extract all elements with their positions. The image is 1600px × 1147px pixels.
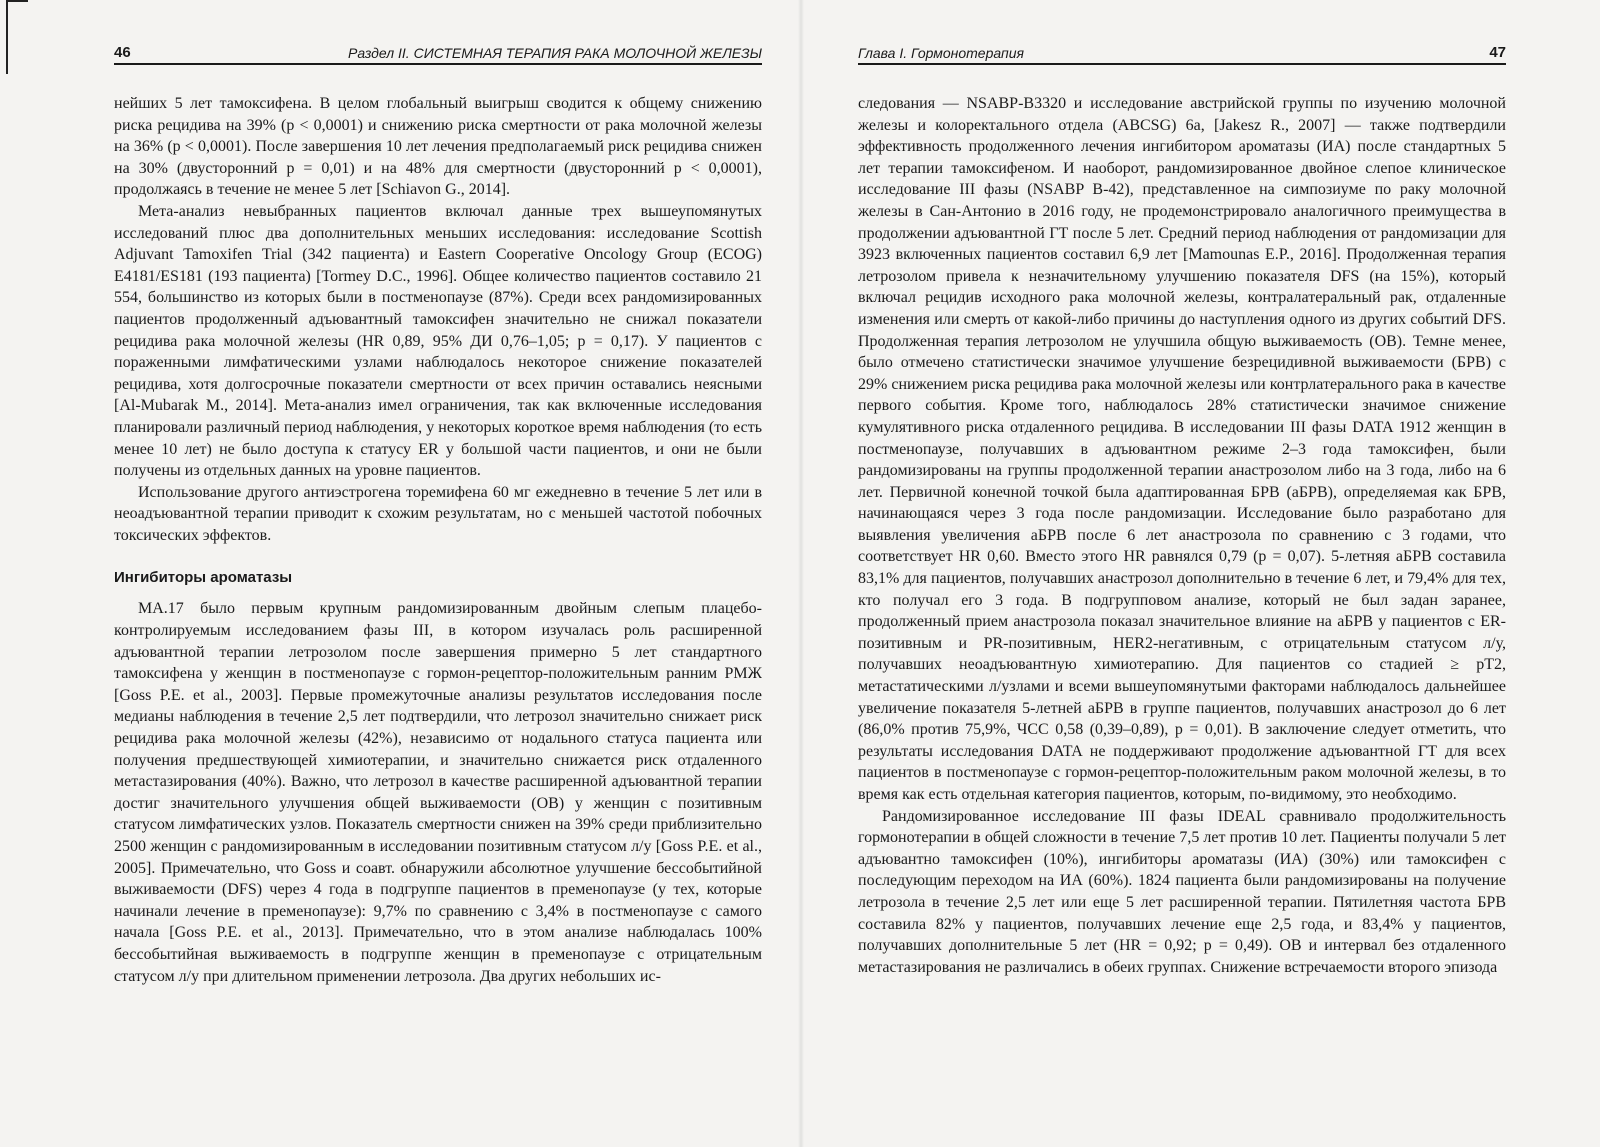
paragraph: нейших 5 лет тамоксифена. В целом глобальный выигрыш сводится к общему снижению риска рецидива на 39% (p < 0,0001) и снижению риска смертности от рака молочной железы на 36% (p < 0,0001). После завершения 10 лет лечения предполагаемый риск рецидива снижен на 30% (двусторонний p = 0,01) и на 48% для смертности (двусторонний p < 0,0001), продолжаясь в течение не менее 5 лет [Schiavon G., 2014]. — [114, 95, 762, 199]
left-page — [114, 44, 762, 1124]
left-running-head-title: Раздел II. СИСТЕМНАЯ ТЕРАПИЯ РАКА МОЛОЧНОЙ ЖЕЛЕЗЫ — [348, 45, 762, 61]
right-running-head-title: Глава I. Гормонотерапия — [858, 45, 1024, 61]
paragraph: следования — NSABP-B3320 и исследование австрийской группы по изучению молочной железы и колоректального отдела (ABCSG) 6a, [Jakesz R., 2007] — также подтвердили эффективность продолженного лечения ингибитором ароматазы (ИА) после стандартных 5 лет терапии тамоксифеном. И наоборот, рандомизированное двойное слепое клиническое исследование III фазы (NSABP B-42), представленное на симпозиуме по раку молочной железы в Сан-Антонио в 2016 году, не продемонстрировало аналогичного преимущества в продолжении адъювантной ГТ после 5 лет. Средний период наблюдения от рандомизации для 3923 включенных пациентов составил 6,9 лет [Mamounas E.P., 2016]. Продолженная терапия летрозолом привела к незначительному улучшению показателя DFS (на 15%), который включал рецидив исходного рака молочной железы, контралатеральный рак, отдаленные изменения или смерть от какой-либо причины до наступления одного из других событий DFS. Продолженная терапия летрозолом не улучшила общую выживаемость (ОВ). Темне менее, было отмечено статистически значимое улучшение безрецидивной выживаемости (БРВ) с 29% снижением риска рецидива рака молочной железы или контрлатерального рака в качестве первого события. Кроме того, наблюдалось 28% статистически значимое снижение кумулятивного риска отдаленного рецидива. В исследовании III фазы DATA 1912 женщин в постменопаузе, получавших в адъювантном режиме 2–3 года тамоксифен, были рандомизированы на группы продолженной терапии анастрозолом либо на 3 года, либо на 6 лет. Первичной конечной точкой была адаптированная БРВ (аБРВ), определяемая как БРВ, начинающаяся через 3 года после рандомизации. Исследование было разработано для выявления увеличения аБРВ после 6 лет анастрозола по сравнению с 3 годами, что соответствует HR 0,60. Вместо этого HR равнялся 0,79 (p = 0,07). 5-летняя аБРВ составила 83,1% для пациентов, получавших анастрозол дополнительно в течение 6 лет, и 79,4% для тех, кто получал его 3 года. В подгрупповом анализе, который не был задан заранее, продолженный прием анастрозола показал значительное влияние на аБРВ у пациентов с ER-позитивным и PR-позитивным, HER2-негативным, с отрицательным статусом л/у, получавших неоадъювантную химиотерапию. Для пациентов со стадией ≥ pT2, метастатическими л/узлами и всеми вышеупомянутыми факторами наблюдалось дальнейшее увеличение показателя 5-летней аБРВ в группе пациентов, получавших анастрозол до 6 лет (86,0% против 75,9%, ЧСС 0,58 (0,39–0,89), p = 0,01). В заключение следует отметить, что результаты исследования DATA не поддерживают продолжение адъювантной ГТ для всех пациентов в постменопаузе с гормон-рецептор-положительным раком молочной железы, в то время как есть отдельная категория пациентов, которым, по-видимому, это необходимо. — [858, 95, 1506, 803]
crop-mark — [6, 0, 28, 74]
paragraph: Использование другого антиэстрогена торемифена 60 мг ежедневно в течение 5 лет или в неоадъювантной терапии приводит к схожим результатам, но с меньшей частотой побочных токсических эффектов. — [114, 483, 762, 544]
right-running-head — [858, 44, 1506, 65]
paragraph: Мета-анализ невыбранных пациентов включал данные трех вышеупомянутых исследований плюс два дополнительных меньших исследования: исследование Scottish Adjuvant Tamoxifen Trial (342 пациента) и Eastern Cooperative Oncology Group (ECOG) E4181/ES181 (193 пациента) [Tormey D.C., 1996]. Общее количество пациентов составило 21 554, большинство из которых были в постменопаузе (87%). Среди всех рандомизированных пациентов продолженный адъювантный тамоксифен значительно не снижал показатели рецидива рака молочной железы (HR 0,89, 95% ДИ 0,76–1,05; p = 0,17). У пациентов с пораженными лимфатическими узлами наблюдалось некоторое снижение показателей рецидива, хотя долгосрочные показатели смертности от всех причин оставались неясными [Al-Mubarak M., 2014]. Мета-анализ имел ограничения, так как включенные исследования планировали различный период наблюдения, у некоторых короткое время наблюдения (то есть менее 10 лет) не было доступа к статусу ER у большой части пациентов, и они не были получены из отдельных данных на уровне пациентов. — [114, 202, 762, 480]
right-page — [858, 44, 1506, 1124]
left-running-head — [114, 44, 762, 65]
right-body-text — [858, 93, 1506, 978]
paragraph: Рандомизированное исследование III фазы IDEAL сравнивало продолжительность гормонотерапии в общей сложности в течение 7,5 лет против 10 лет. Пациенты получали 5 лет адъювантно тамоксифен (10%), ингибиторы ароматазы (ИА) (30%) или тамоксифен с последующим переходом на ИА (60%). 1824 пациента были рандомизированы на получение летрозола в течение 2,5 лет или еще 5 лет расширенной терапии. Пятилетняя частота БРВ составила 82% у пациентов, получавших лечение еще 2,5 года, и 83,4% у пациентов, получавших дополнительные 5 лет (HR = 0,92; p = 0,49). ОВ и интервал без отдаленного метастазирования не различались в обеих группах. Снижение встречаемости второго эпизода — [858, 807, 1506, 976]
paragraph: MA.17 было первым крупным рандомизированным двойным слепым плацебо-контролируемым исследованием фазы III, в котором изучалась роль расширенной адъювантной терапии летрозолом после завершения примерно 5 лет стандартного тамоксифена у женщин в постменопаузе с гормон-рецептор-положительным ранним РМЖ [Goss P.E. et al., 2003]. Первые промежуточные анализы результатов исследования после медианы наблюдения в течение 2,5 лет подтвердили, что летрозол значительно снижает риск рецидива рака молочной железы (42%), независимо от нодального статуса пациента или получения предшествующей химиотерапии, и значительно снижается риск отдаленного метастазирования (40%). Важно, что летрозол в качестве расширенной адъювантной терапии достиг значительного улучшения общей выживаемости (ОВ) у женщин с позитивным статусом лимфатических узлов. Показатель смертности снижен на 39% среди приблизительно 2500 женщин с рандомизированным в исследовании позитивным статусом л/у [Goss P.E. et al., 2005]. Примечательно, что Goss и соавт. обнаружили абсолютное улучшение бессобытийной выживаемости (DFS) через 4 года в подгруппе пациентов в пременопаузе (у тех, которые начинали лечение в пременопаузе): 9,7% по сравнению с 3,4% в постменопаузе с самого начала [Goss P.E. et al., 2013]. Примечательно, что в этом анализе наблюдалась 100% бессобытийная выживаемость в подгруппе женщин в пременопаузе с отрицательным статусом л/у при длительном применении летрозола. Два других небольших ис- — [114, 600, 762, 985]
left-page-number: 46 — [114, 44, 131, 61]
section-heading: Ингибиторы ароматазы — [114, 569, 293, 587]
right-page-number: 47 — [1489, 44, 1506, 61]
book-gutter — [798, 0, 804, 1147]
left-body-text — [114, 93, 762, 987]
